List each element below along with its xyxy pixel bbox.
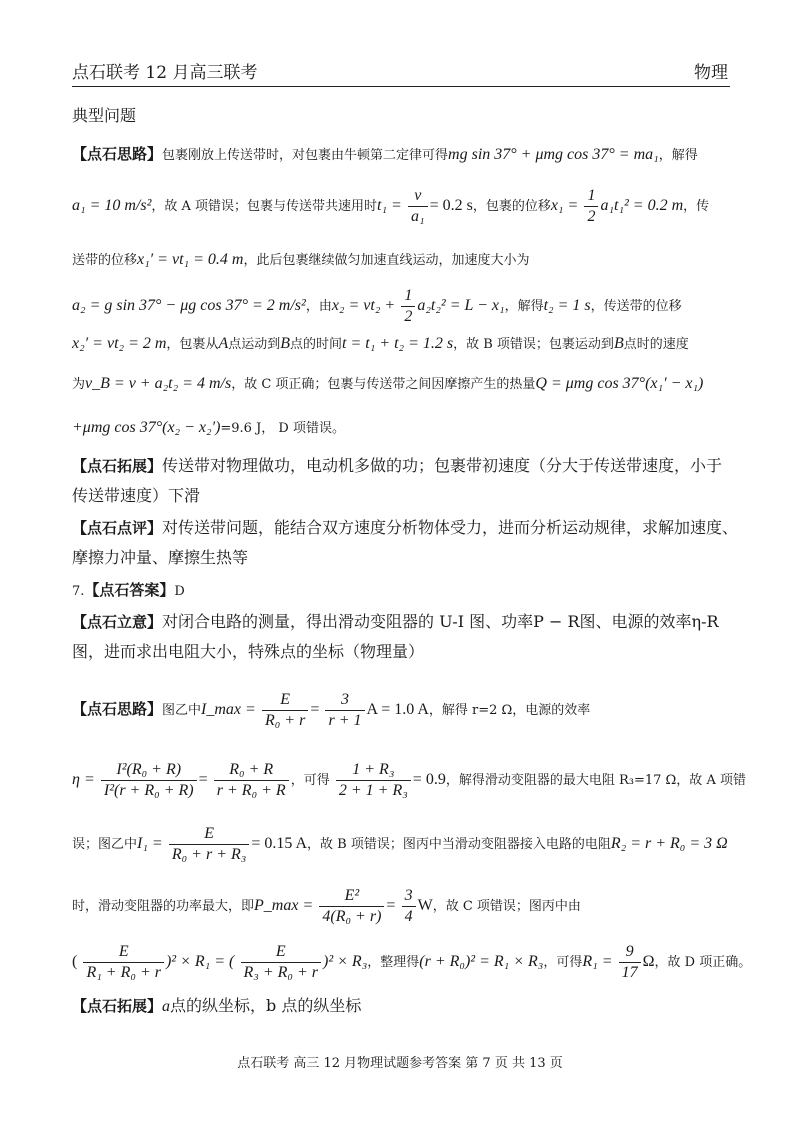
fraction bbox=[619, 942, 641, 983]
q7-extend-line bbox=[72, 996, 728, 1017]
formula: = 0.9 bbox=[412, 771, 446, 788]
q7-thinking-line-5 bbox=[72, 942, 752, 983]
text: 对传送带问题，能结合双方速度分析物体受力，进而分析运动规律，求解加速度、 bbox=[162, 518, 739, 537]
fraction bbox=[241, 942, 322, 983]
formula: P_max = bbox=[254, 897, 314, 914]
text: ，故 C 项错误；图丙中由 bbox=[432, 899, 581, 914]
frac-numerator: 1 bbox=[584, 186, 598, 207]
frac-denominator: 4(R₀ + r) bbox=[322, 908, 382, 925]
q6-comment-label: 【点石点评】 bbox=[72, 519, 163, 537]
frac-denominator: 2 bbox=[404, 308, 413, 325]
frac-numerator: E bbox=[83, 942, 164, 963]
fraction bbox=[336, 760, 411, 801]
frac-numerator: v bbox=[408, 186, 428, 207]
fraction bbox=[101, 760, 197, 801]
formula: mg sin 37° + μmg cos 37° = ma₁ bbox=[448, 146, 659, 163]
text: =9.6 J， D 项错误。 bbox=[220, 421, 345, 436]
fraction bbox=[402, 886, 416, 927]
q6-thinking-line-6 bbox=[72, 374, 728, 395]
text: ，可得 bbox=[543, 955, 583, 970]
frac-numerator: 3 bbox=[402, 886, 416, 907]
frac-numerator: E bbox=[169, 824, 250, 845]
frac-numerator: E bbox=[241, 942, 322, 963]
text: ，解得 r=2 Ω，电源的效率 bbox=[428, 703, 591, 718]
q6-thinking-label: 【点石思路】 bbox=[72, 145, 163, 163]
frac-denominator: R₃ + R₀ + r bbox=[243, 964, 318, 981]
fraction bbox=[262, 690, 308, 731]
text: ，整理得 bbox=[367, 955, 420, 970]
q6-extend-line-2: 传送带速度）下滑 bbox=[72, 486, 201, 505]
text: ，此后包裹继续做匀加速直线运动，加速度大小为 bbox=[243, 253, 530, 268]
text: 误；图乙中 bbox=[72, 837, 138, 852]
formula: +μmg cos 37°(x₂ − x₂′) bbox=[72, 419, 221, 436]
q7-intent-label: 【点石立意】 bbox=[72, 613, 163, 631]
page-header bbox=[72, 58, 728, 88]
text: 点的纵坐标，b 点的纵坐标 bbox=[170, 996, 362, 1015]
text: 包裹刚放上传送带时，对包裹由牛顿第二定律可得 bbox=[162, 148, 449, 163]
text: ，由 bbox=[305, 299, 332, 314]
fraction bbox=[584, 186, 598, 227]
point-b: B bbox=[280, 335, 291, 352]
unit: W bbox=[417, 897, 433, 914]
q7-thinking-line-3 bbox=[72, 824, 728, 865]
q7-extend-label: 【点石拓展】 bbox=[72, 997, 163, 1015]
text: 送带的位移 bbox=[72, 253, 138, 268]
fraction bbox=[83, 942, 164, 983]
frac-denominator: r + 1 bbox=[328, 712, 362, 729]
q7-answer-label: 【点石答案】 bbox=[84, 581, 175, 599]
frac-numerator: 3 bbox=[325, 690, 364, 711]
q7-thinking-label: 【点石思路】 bbox=[72, 700, 163, 718]
page-footer: 点石联考 高三 12 月物理试题参考答案 第 7 页 共 13 页 bbox=[237, 1056, 563, 1071]
frac-numerator: I²(R₀ + R) bbox=[101, 760, 197, 781]
text: 点的时间 bbox=[290, 337, 343, 352]
formula: t₂ = 1 s bbox=[543, 297, 591, 314]
q7-answer-line bbox=[72, 580, 728, 602]
formula: )² × R₁ = ( bbox=[165, 953, 235, 970]
frac-denominator: 2 + 1 + R₃ bbox=[338, 782, 408, 799]
formula: R₁ = bbox=[582, 953, 613, 970]
text: ，故 A 项错误；包裹与传送带共速用时 bbox=[151, 199, 378, 214]
point-a: A bbox=[218, 335, 229, 352]
header-divider bbox=[72, 86, 730, 87]
header-exam-title: 点石联考 12 月高三联考 bbox=[72, 63, 258, 83]
formula: )² × R₃ bbox=[323, 953, 368, 970]
frac-numerator: 9 bbox=[619, 942, 641, 963]
text: ，包裹的位移 bbox=[472, 199, 551, 214]
formula: (r + R₀)² = R₁ × R₃ bbox=[419, 953, 544, 970]
text: ，故 B 项错误；包裹运动到 bbox=[453, 337, 614, 352]
q7-thinking-line-1 bbox=[72, 690, 728, 731]
q7-intent-line-2: 图，进而求出电阻大小，特殊点的坐标（物理量） bbox=[72, 642, 425, 661]
frac-denominator: 17 bbox=[621, 964, 638, 981]
operator: = bbox=[198, 771, 208, 788]
fraction bbox=[319, 886, 384, 927]
frac-denominator: 2 bbox=[587, 208, 596, 225]
formula: t = t₁ + t₂ = 1.2 s bbox=[342, 335, 454, 352]
text: ，传送带的位移 bbox=[590, 299, 682, 314]
text: ，解得 bbox=[658, 148, 698, 163]
q6-thinking-line-7 bbox=[72, 418, 728, 439]
text: ，故 C 项正确；包裹与传送带之间因摩擦产生的热量 bbox=[231, 377, 536, 392]
text: ，故 D 项正确。 bbox=[654, 955, 752, 970]
fraction bbox=[408, 186, 428, 227]
formula: a₂ = g sin 37° − μg cos 37° = 2 m/s² bbox=[72, 297, 306, 314]
frac-denominator: I²(r + R₀ + R) bbox=[103, 782, 194, 799]
frac-denominator: R₀ + r + R₃ bbox=[171, 846, 247, 863]
q7-intent-line-1 bbox=[72, 612, 728, 632]
text: ，可得 bbox=[290, 773, 330, 788]
q6-thinking-line-4 bbox=[72, 286, 728, 327]
text: 为 bbox=[72, 377, 86, 392]
formula: Q = μmg cos 37°(x₁′ − x₁) bbox=[535, 375, 704, 392]
q6-thinking-line-5 bbox=[72, 334, 728, 355]
frac-numerator: R₀ + R bbox=[214, 760, 289, 781]
formula: a₂t₂² = L − x₁ bbox=[417, 297, 505, 314]
fraction bbox=[214, 760, 289, 801]
frac-denominator: r + R₀ + R bbox=[216, 782, 286, 799]
point-a: a bbox=[162, 998, 171, 1015]
fraction bbox=[401, 286, 415, 327]
formula: I_max = bbox=[201, 701, 256, 718]
frac-denominator: R₀ + r bbox=[264, 712, 306, 729]
text: ，传 bbox=[683, 199, 710, 214]
formula: A = 1.0 A bbox=[366, 701, 429, 718]
formula: R₂ = r + R₀ = 3 Ω bbox=[610, 835, 728, 852]
text: 传送带对物理做功，电动机多做的功；包裹带初速度（分大于传送带速度，小于 bbox=[162, 456, 723, 475]
q7-thinking-line-2 bbox=[72, 760, 746, 801]
frac-numerator: 1 + R₃ bbox=[336, 760, 411, 781]
header-subject: 物理 bbox=[694, 63, 728, 83]
q6-thinking-line-2 bbox=[72, 186, 728, 227]
text: ，故 B 项错误；图丙中当滑动变阻器接入电路的电阻 bbox=[307, 837, 611, 852]
frac-numerator: E bbox=[262, 690, 308, 711]
operator: ( bbox=[72, 953, 78, 970]
q6-thinking-line-3 bbox=[72, 250, 728, 271]
unit: Ω bbox=[642, 953, 655, 970]
text: ，包裹从 bbox=[166, 337, 219, 352]
operator: = bbox=[386, 897, 396, 914]
frac-numerator: 1 bbox=[401, 286, 415, 307]
q6-thinking-line-1 bbox=[72, 144, 728, 166]
formula: x₂ = vt₂ + bbox=[331, 297, 396, 314]
point-b: B bbox=[613, 335, 624, 352]
text: ，解得滑动变阻器的最大电阻 R₃=17 Ω，故 A 项错 bbox=[445, 773, 746, 788]
frac-denominator: a₁ bbox=[411, 208, 425, 225]
text: 图乙中 bbox=[162, 703, 202, 718]
q6-comment-line-2: 摩擦力冲量、摩擦生热等 bbox=[72, 548, 249, 567]
formula: x₁ = bbox=[550, 197, 579, 214]
answer-value: D bbox=[174, 584, 185, 599]
fraction bbox=[325, 690, 364, 731]
formula: a₁ = 10 m/s² bbox=[72, 197, 152, 214]
formula: = 0.2 s bbox=[429, 197, 473, 214]
text: 点运动到 bbox=[228, 337, 281, 352]
fraction bbox=[169, 824, 250, 865]
formula: = 0.15 A bbox=[251, 835, 308, 852]
frac-numerator: E² bbox=[319, 886, 384, 907]
q6-extend-label: 【点石拓展】 bbox=[72, 457, 163, 475]
text: 点时的速度 bbox=[623, 337, 689, 352]
operator: = bbox=[310, 701, 320, 718]
formula: x₁′ = vt₁ = 0.4 m bbox=[137, 251, 244, 268]
section-title: 典型问题 bbox=[72, 106, 137, 125]
formula: I₁ = bbox=[137, 835, 163, 852]
text: 时，滑动变阻器的功率最大，即 bbox=[72, 899, 255, 914]
text: 对闭合电路的测量，得出滑动变阻器的 U-I 图、功率P − R图、电源的效率η-R bbox=[162, 612, 719, 631]
q7-thinking-line-4 bbox=[72, 886, 728, 927]
formula: t₁ = bbox=[377, 197, 402, 214]
frac-denominator: 4 bbox=[404, 908, 413, 925]
q6-comment-line-1 bbox=[72, 518, 739, 538]
formula: x₂′ = vt₂ = 2 m bbox=[72, 335, 167, 352]
q6-extend-line-1 bbox=[72, 456, 728, 476]
question-number: 7. bbox=[72, 584, 85, 599]
formula: η = bbox=[72, 771, 95, 788]
text: ，解得 bbox=[504, 299, 544, 314]
frac-denominator: R₁ + R₀ + r bbox=[86, 964, 161, 981]
formula: v_B = v + a₂t₂ = 4 m/s bbox=[85, 375, 232, 392]
formula: a₁t₁² = 0.2 m bbox=[600, 197, 684, 214]
